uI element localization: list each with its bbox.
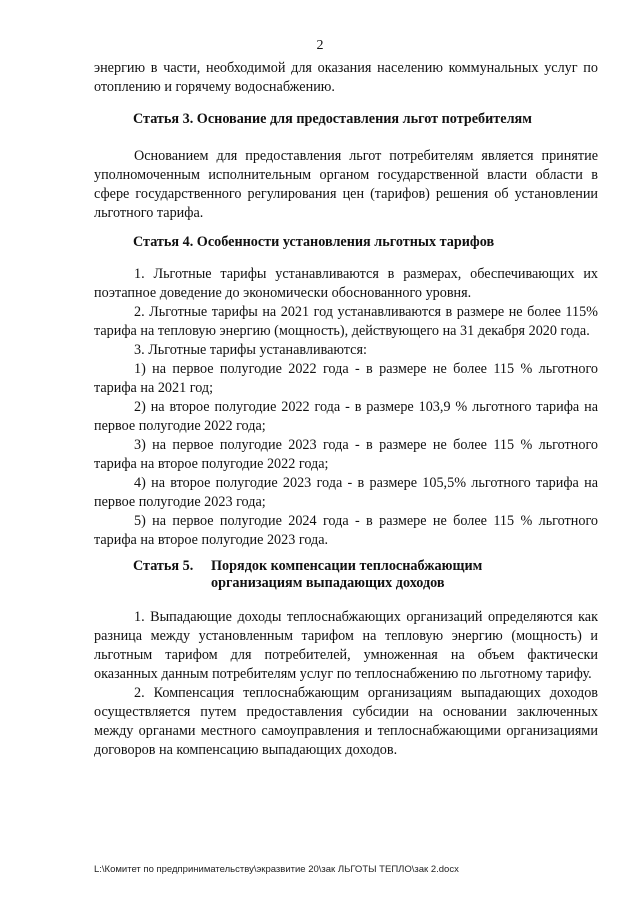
article-5-title-line1: Порядок компенсации теплоснабжающим [211, 558, 483, 574]
footer-file-path: L:\Комитет по предпринимательству\экразвитие 20\зак ЛЬГОТЫ ТЕПЛО\зак 2.docx [94, 864, 459, 875]
article-4-subitem: 1) на первое полугодие 2022 года - в размере не более 115 % льготного тарифа на 2021 год; [94, 361, 598, 396]
article-4-body [94, 265, 598, 550]
article-5-number: Статья 5. [133, 558, 194, 574]
article-5-title [133, 558, 482, 592]
page-number: 2 [316, 38, 324, 53]
article-4-subitem: 5) на первое полугодие 2024 года - в размере не более 115 % льготного тарифа на второе полугодие 2023 года. [94, 513, 598, 548]
intro-paragraph: энергию в части, необходимой для оказания населению коммунальных услуг по отоплению и горячему водоснабжению. [94, 60, 598, 95]
article-3-text: Основанием для предоставления льгот потребителям является принятие уполномоченным исполнительным органом государственной власти области в сфере государственного регулирования цен (тарифов) решения об установлении льготного тарифа. [94, 148, 598, 221]
article-4-subitem: 2) на второе полугодие 2022 года - в размере 103,9 % льготного тарифа на первое полугодие 2022 года; [94, 399, 598, 434]
article-3-title: Статья 3. Основание для предоставления льгот потребителям [133, 111, 532, 127]
article-4-item: 2. Льготные тарифы на 2021 год устанавливаются в размере не более 115% тарифа на тепловую энергию (мощность), действующего на 31 декабря 2020 года. [94, 304, 598, 339]
article-4-subitem: 4) на второе полугодие 2023 года - в размере 105,5% льготного тарифа на первое полугодие 2023 года; [94, 475, 598, 510]
article-4-title: Статья 4. Особенности установления льготных тарифов [133, 234, 495, 250]
article-4-subitem: 3) на первое полугодие 2023 года - в размере не более 115 % льготного тарифа на второе полугодие 2022 года; [94, 437, 598, 472]
article-5-item: 1. Выпадающие доходы теплоснабжающих организаций определяются как разница между установленным тарифом на тепловую энергию (мощность) и льготным тарифом для потребителей, умноженная на объем фактически оказанных данным потребителям услуг по теплоснабжению по льготному тарифу. [94, 609, 598, 682]
article-5-item: 2. Компенсация теплоснабжающим организациям выпадающих доходов осуществляется путем предоставления субсидии на основании заключенных между органами местного самоуправления и теплоснабжающими организациями договоров на компенсацию выпадающих доходов. [94, 685, 598, 758]
article-4-item: 1. Льготные тарифы устанавливаются в размерах, обеспечивающих их поэтапное доведение до экономически обоснованного уровня. [94, 266, 598, 301]
article-5-title-line2: организациям выпадающих доходов [211, 575, 445, 591]
article-5-body [94, 608, 598, 760]
article-4-item: 3. Льготные тарифы устанавливаются: [134, 342, 367, 358]
